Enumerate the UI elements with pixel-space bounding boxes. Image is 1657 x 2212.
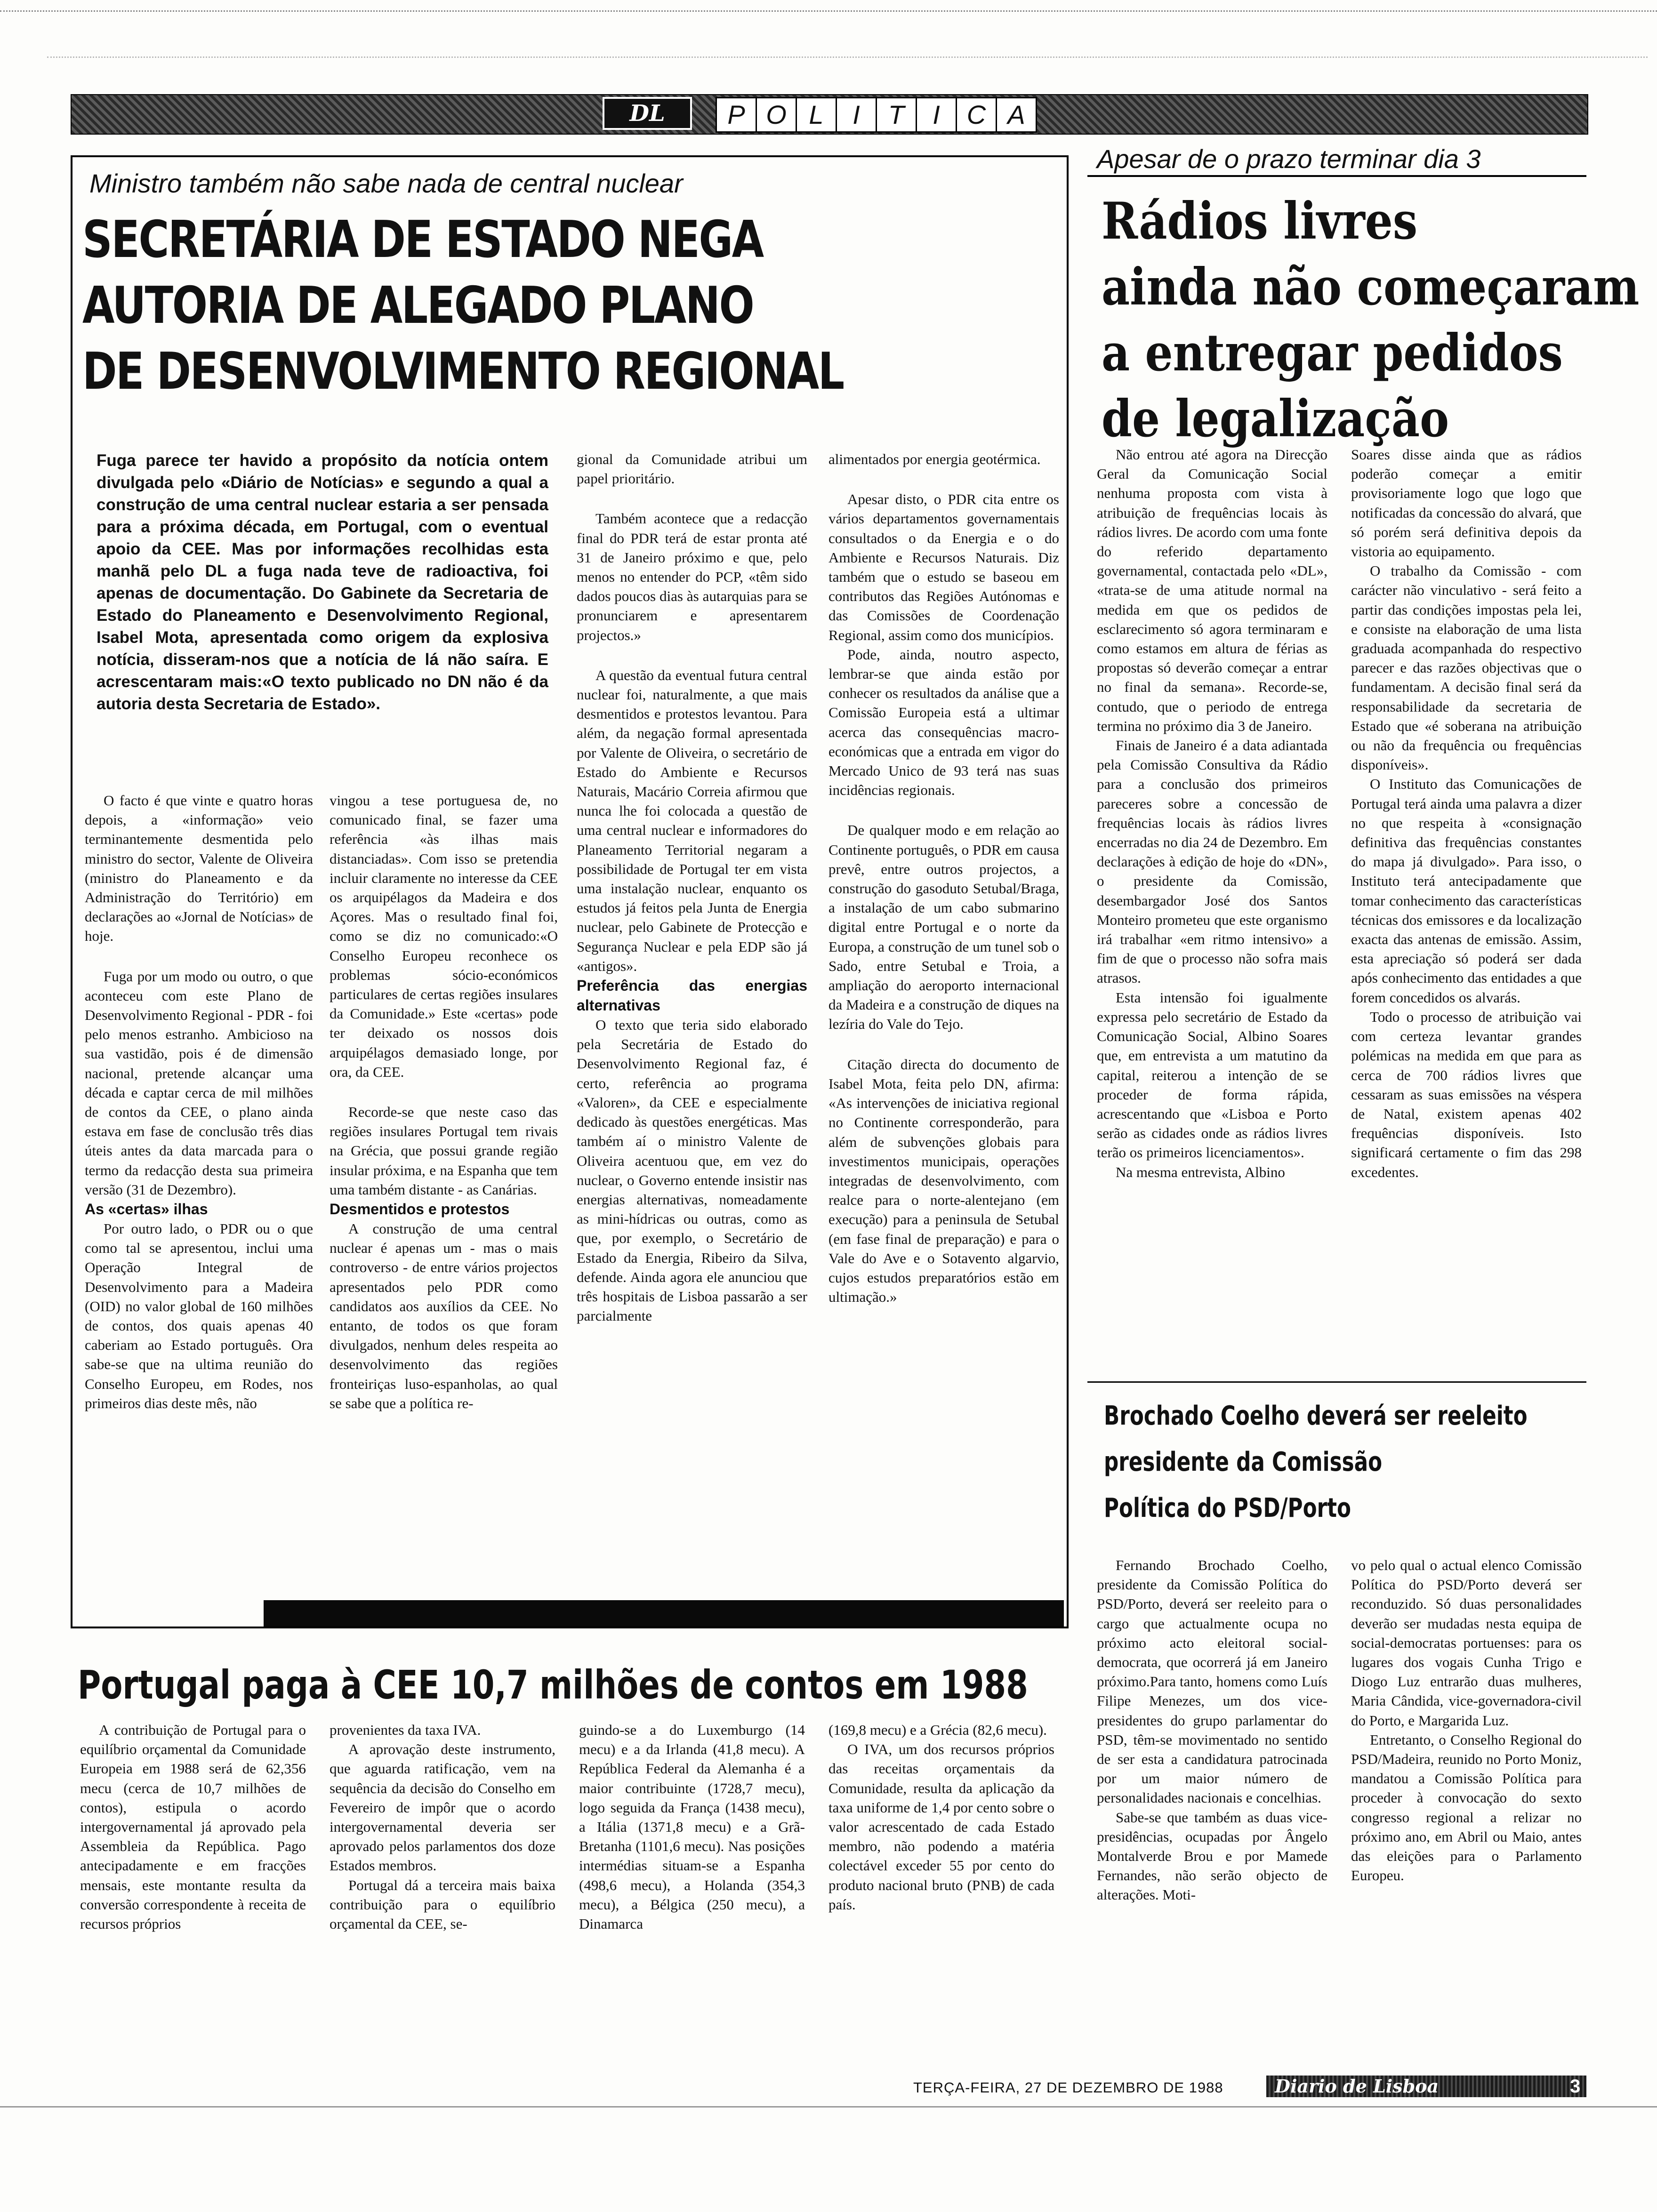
paragraph: (169,8 mecu) e a Grécia (82,6 mecu).: [828, 1722, 1047, 1738]
paragraph: provenientes da taxa IVA.: [330, 1722, 481, 1738]
paragraph: guindo-se a do Luxemburgo (14 mecu) e a da Irlanda (41,8 mecu). A República Federal da Alemanha é a maior contribuinte (1728,7 mecu), logo seguida da França (1438 mecu), a Itália (1371,8 mecu) e a Grã-Bretanha (1101,6 mecu). Nas posições intermédias situam-se a Espanha (498,6 mecu), a Holanda (354,3 mecu), a Bélgica (250 mecu), a Dinamarca: [579, 1722, 805, 1932]
radios-headline-line: de legalização: [1102, 389, 1449, 449]
radios-headline-line: Rádios livres: [1102, 192, 1418, 251]
radios-headline-line: ainda não começaram: [1102, 257, 1640, 317]
paragraph: A questão da eventual futura central nuclear foi, naturalmente, a que mais desmentidos e protestos levantou. Para além, da negação formal apresentada por Valente de Oliveira, o secretário de Estado do Ambiente e Recursos Naturais, Macário Correia afirmou que nunca lhe foi colocada a questão de uma central nuclear e informadores do Planeamento Territorial negaram a possibilidade de Portugal ter em vista uma instalação nuclear, enquanto os estudos já feitos pela Junta de Energia nuclear, pelo Gabinete de Protecção e Segurança Nuclear e pela EDP são já «antigos».: [577, 666, 807, 974]
brochado-headline-line: Política do PSD/Porto: [1104, 1493, 1351, 1523]
brochado-col-2: [1351, 1555, 1582, 1885]
main-headline: [82, 207, 844, 405]
cee-headline: Portugal paga à CEE 10,7 milhões de contos em 1988: [78, 1662, 1028, 1708]
top-rule: [0, 10, 1657, 12]
masthead-title: Diario de Lisboa: [1275, 2076, 1439, 2097]
paragraph: Portugal dá a terceira mais baixa contribuição para o equilíbrio orçamental da CEE, se-: [330, 1876, 555, 1932]
section-letter: I: [837, 98, 877, 131]
footer-rule: [0, 2106, 1657, 2108]
radios-kicker: Apesar de o prazo terminar dia 3: [1097, 144, 1481, 174]
section-letter: L: [797, 98, 837, 131]
radios-col-1: [1097, 445, 1327, 1182]
subheading: As «certas» ilhas: [85, 1201, 208, 1218]
subheading: Preferência das energias alternativas: [577, 977, 807, 1014]
brochado-headline: [1104, 1393, 1528, 1531]
paragraph: Citação directa do documento de Isabel Mota, feita pelo DN, afirma: «As intervenções de iniciativa regional no Continente corresponderão, para além de subvenções globais para investimentos municipais, operações integradas de desenvolvimento, com realce para o norte-alentejano (em execução) para a peninsula de Setubal (em fase final de preparação) e para o Vale do Ave e o Sotavento algarvio, cujos estudos preparatórios estão em ultimação.»: [828, 1056, 1059, 1306]
page-number: 3: [1570, 2076, 1581, 2097]
paragraph: A aprovação deste instrumento, que aguarda ratificação, vem na sequência da decisão do Conselho em Fevereiro de impôr que o acordo intergovernamental deveria ser aprovado pelos parlamentos dos doze Estados membros.: [330, 1741, 555, 1874]
brochado-headline-line: Brochado Coelho deverá ser reeleito: [1104, 1401, 1528, 1431]
paragraph: Também acontece que a redacção final do PDR terá de estar pronta até 31 de Janeiro próximo e que, pelo menos no entender do PCP, «têm sido dados poucos dias às autarquias para se pronunciarem e apresentarem projectos.»: [577, 510, 807, 643]
section-title: [716, 97, 1037, 133]
paragraph: O Instituto das Comunicações de Portugal terá ainda uma palavra a dizer no que respeita à «consignação definitiva das frequências constantes do mapa já divulgado». Para isso, o Instituto terá antecipadamente que tomar conhecimento das características técnicas dos emissores e da localização exacta das antenas de emissão. Assim, esta apreciação só poderá ser dada após conhecimento das entidades a que forem concedidos os alvarás.: [1351, 776, 1582, 1006]
subheading: Desmentidos e protestos: [330, 1201, 510, 1218]
main-col-2: [330, 791, 558, 1413]
footer-masthead: [1266, 2076, 1586, 2097]
paragraph: O texto que teria sido elaborado pela Secretária de Estado do Desenvolvimento Regional faz, é certo, referência ao programa «Valoren», da CEE e especialmente dedicado às questões energéticas. Mas também aí o ministro Valente de Oliveira acentuou que, em vez do nuclear, o Governo entende insistir nas energias alternativas, nomeadamente as mini-hídricas ou outras, como as que, por exemplo, o Secretário de Estado da Energia, Ribeiro da Silva, defende. Ainda agora ele anunciou que três hospitais de Lisboa passarão a ser parcialmente: [577, 1017, 807, 1324]
main-lede: Fuga parece ter havido a propósito da notícia ontem divulgada pelo «Diário de Notícias» e segundo a qual a construção de uma central nuclear estaria a ser pensada para a próxima década, em Portugal, com o eventual apoio da CEE. Mas por informações recolhidas esta manhã pelo DL a fuga nada teve de radioactiva, foi apenas de documentação. Do Gabinete da Secretaria de Estado do Planeamento e Desenvolvimento Regional, Isabel Mota, apresentada como origem da explosiva notícia, disseram-nos que a notícia de lá não saíra. E acrescentaram mais:«O texto publicado no DN não é da autoria desta Secretaria de Estado».: [97, 451, 548, 713]
paragraph: gional da Comunidade atribui um papel prioritário.: [577, 451, 807, 487]
paragraph: O trabalho da Comissão - com carácter não vinculativo - será feito a partir das condições impostas pela lei, e consiste na elaboração de uma lista graduada acompanhada do respectivo parecer e das razões objectivas que o fundamentam. A decisão final será da responsabilidade da secretaria de Estado que «é soberana na atribuição ou não da frequência ou frequências disponíveis».: [1351, 562, 1582, 773]
paragraph: Finais de Janeiro é a data adiantada pela Comissão Consultiva da Rádio para a conclusão dos primeiros pareceres sobre a concessão de frequências locais às rádios livres encerradas no dia 24 de Dezembro. Em declarações à edição de hoje do «DN», o presidente da Comissão, desembargador José dos Santos Monteiro prometeu que este organismo irá trabalhar «em ritmo intensivo» a fim de que o processo não sofra mais atrasos.: [1097, 737, 1327, 986]
paragraph: Todo o processo de atribuição vai com certeza levantar grandes polémicas na medida em que para as cerca de 700 rádios livres que cessaram as suas emissões na véspera de Natal, existem apenas 402 frequências disponíveis. Isto significará certamente o fim das 298 excedentes.: [1351, 1008, 1582, 1180]
brochado-headline-line: presidente da Comissão: [1104, 1447, 1383, 1477]
main-headline-line: SECRETÁRIA DE ESTADO NEGA: [82, 210, 763, 269]
paragraph: O facto é que vinte e quatro horas depois, a «informação» veio terminantemente desmentida pelo ministro do sector, Valente de Oliveira (ministro do Planeamento e da Administração do Território) em declarações ao «Jornal de Notícias» de hoje.: [85, 792, 313, 945]
dl-logo: DL: [603, 97, 692, 130]
main-kicker: Ministro também não sabe nada de central nuclear: [89, 168, 683, 198]
paragraph: O IVA, um dos recursos próprios das receitas orçamentais da Comunidade, resulta da aplicação da taxa uniforme de 1,4 por cento sobre o valor acrescentado de cada Estado membro, não podendo a matéria colectável exceder 55 por cento do produto nacional bruto (PNB) de cada país.: [828, 1741, 1054, 1913]
main-col-4: [828, 449, 1059, 1306]
section-letter: A: [1007, 100, 1025, 129]
paragraph: Recorde-se que neste caso das regiões insulares Portugal tem rivais na Grécia, que possui grande região insular próxima, e na Espanha que tem uma também distante - as Canárias.: [330, 1104, 558, 1198]
paragraph: Soares disse ainda que as rádios poderão começar a emitir provisoriamente logo que logo que notificadas da concessão do alvará, que só porém será definitiva depois da vistoria ao equipamento.: [1351, 446, 1582, 560]
paragraph: Não entrou até agora na Direcção Geral da Comunicação Social nenhuma proposta com vista à atribuição de frequências locais às rádios livres. De acordo com uma fonte do referido departamento governamental, contactada pelo «DL», «trata-se de uma atitude normal na medida em que os pedidos de esclarecimento só agora terminaram e como estamos em altura de férias as propostas só deverão começar a entrar no final da semana». Recorde-se, contudo, que o periodo de entrega termina no próximo dia 3 de Janeiro.: [1097, 446, 1327, 734]
section-letter: C: [957, 98, 997, 131]
section-letter: P: [717, 98, 757, 131]
main-col-3: [577, 449, 807, 1325]
cee-col-2: [330, 1720, 555, 1933]
paragraph: vingou a tese portuguesa de, no comunicado final, se fazer uma referência «às ilhas mais distanciadas». Com isso se pretendia incluir claramente no interesse da CEE os arquipélagos da Madeira e dos Açores. Mas o resultado final foi, como se diz no comunicado:«O Conselho Europeu reconhece os problemas sócio-económicos particulares de certas regiões insulares da Comunidade.» Este «certas» pode ter deixado os nossos dois arquipélagos demasiado longe, por ora, da CEE.: [330, 792, 558, 1080]
paragraph: Sabe-se que também as duas vice-presidências, ocupadas por Ângelo Montalverde Brou e por Mamede Fernandes, não serão objecto de alterações. Moti-: [1097, 1809, 1327, 1903]
radios-headline-line: a entregar pedidos: [1102, 323, 1563, 383]
radios-col-2: [1351, 445, 1582, 1182]
paragraph: A contribuição de Portugal para o equilíbrio orçamental da Comunidade Europeia em 1988 será de 62,356 mecu (cerca de 10,7 milhões de contos), estipula o acordo intergovernamental já aprovado pela Assembleia da República. Pago antecipadamente e em fracções mensais, este montante resulta da conversão correspondente à receita de recursos próprios: [80, 1722, 306, 1932]
cee-col-1: [80, 1720, 306, 1933]
main-col-1: [85, 791, 313, 1413]
paragraph: Esta intensão foi igualmente expressa pelo secretário de Estado da Comunicação Social, Albino Soares que, em entrevista a um matutino da capital, reiterou a intenção de se proceder de forma rápida, acrescentando que «Lisboa e Porto serão as cidades onde as rádios livres terão os primeiros licenciamentos».: [1097, 989, 1327, 1161]
section-letter: T: [877, 98, 917, 131]
section-letter: O: [757, 98, 797, 131]
paragraph: A construção de uma central nuclear é apenas um - mas o mais controverso - de entre vários projectos apresentados pelo PDR como candidatos aos auxílios da CEE. No entanto, de todos os que foram divulgados, nenhum deles respeita ao desenvolvimento das regiões fronteiriças luso-espanholas, ao qual se sabe que a política re-: [330, 1220, 558, 1411]
main-headline-line: AUTORIA DE ALEGADO PLANO: [82, 276, 754, 335]
paragraph: Por outro lado, o PDR ou o que como tal se apresentou, inclui uma Operação Integral de Desenvolvimento para a Madeira (OID) no valor global de 160 milhões de contos, dos quais apenas 40 caberiam ao Estado português. Ora sabe-se que na ultima reunião do Conselho Europeu, em Rodes, nos primeiros dias deste mês, não: [85, 1220, 313, 1411]
top-rule-2: [47, 56, 1648, 58]
cee-col-3: [579, 1720, 805, 1933]
paragraph: De qualquer modo e em relação ao Continente português, o PDR em causa prevê, entre outros projectos, a construção do gasoduto Setubal/Braga, a instalação de um cabo submarino digital entre Portugal e o norte da Europa, a construção de um tunel sob o Sado, entre Setubal e Troia, a ampliação do aeroporto internacional da Madeira e a construção de diques na lezíria do Vale do Tejo.: [828, 822, 1059, 1033]
box-bottom-bar: [264, 1600, 1064, 1627]
paragraph: Pode, ainda, noutro aspecto, lembrar-se que ainda estão por conhecer os resultados da análise que a Comissão Europeia está a ultimar acerca das consequências macro-económicas que a entrada em vigor do Mercado Unico de 93 terá nas suas incidências regionais.: [828, 646, 1059, 799]
paragraph: alimentados por energia geotérmica.: [828, 451, 1041, 467]
paragraph: Entretanto, o Conselho Regional do PSD/Madeira, reunido no Porto Moniz, mandatou a Comissão Política para proceder à convocação do sexto congresso regional a relizar no próximo ano, em Abril ou Maio, antes das eleições para o Parlamento Europeu.: [1351, 1731, 1582, 1884]
radios-kicker-rule: [1087, 175, 1586, 177]
paragraph: Na mesma entrevista, Albino: [1116, 1163, 1285, 1180]
paragraph: Fuga por um modo ou outro, o que aconteceu com este Plano de Desenvolvimento Regional - PDR - foi pelo menos estranho. Ambicioso na sua vastidão, pois é de dimensão nacional, pretende alcançar uma década e captar cerca de mil milhões de contos da CEE, o plano ainda estava em fase de conclusão três dias úteis antes da data marcada para o termo da redacção desta sua primeira versão (31 de Dezembro).: [85, 968, 313, 1198]
brochado-top-rule: [1087, 1381, 1586, 1383]
paragraph: vo pelo qual o actual elenco Comissão Política do PSD/Porto deverá ser reconduzido. Só duas personalidades deverão ser mudadas nesta equipa de social-democratas portuenses: para os lugares dos vogais Cunha Trigo e Diogo Luz entrarão duas mulheres, Maria Cândida, vice-governadora-civil do Porto, e Margarida Luz.: [1351, 1557, 1582, 1729]
main-headline-line: DE DESENVOLVIMENTO REGIONAL: [82, 342, 844, 401]
cee-col-4: [828, 1720, 1054, 1914]
paragraph: Apesar disto, o PDR cita entre os vários departamentos governamentais consultados o da Energia e o do Ambiente e Recursos Naturais. Diz também que o estudo se baseou em contributos das Regiões Autónomas e das Comissões de Coordenação Regional, assim como dos municípios.: [828, 491, 1059, 643]
brochado-col-1: [1097, 1555, 1327, 1905]
section-letter: I: [917, 98, 957, 131]
paragraph: Fernando Brochado Coelho, presidente da Comissão Política do PSD/Porto, deverá ser reeleito para o cargo que actualmente ocupa no próximo acto eleitoral social-democrata, que ocorrerá já em Janeiro próximo.Para tanto, homens como Luís Filipe Menezes, um dos vice-presidentes do grupo parlamentar do PSD, têm-se movimentado no sentido de ser esta a candidatura patrocinada por um maior número de personalidades nacionais e concelhias.: [1097, 1557, 1327, 1806]
radios-headline: [1102, 188, 1639, 452]
footer-date: TERÇA-FEIRA, 27 DE DEZEMBRO DE 1988: [913, 2079, 1223, 2096]
